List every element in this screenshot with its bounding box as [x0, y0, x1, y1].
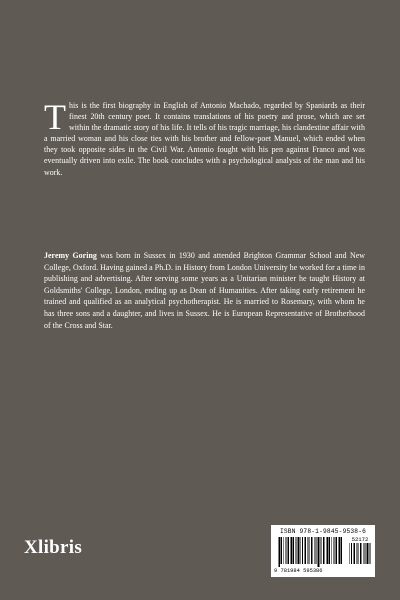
- barcode-bar: [307, 537, 308, 564]
- ean-barcode-bars: [278, 537, 344, 567]
- blurb-text: his is the first biography in English of Antonio Machado, regarded by Spaniards as their finest 20th century poet. It contains translations of his poetry and prose, which are set within the dramatic story of his life. It tells of his tragic marriage, his clandestine affair with a married woman and his close ties with his brother and fellow-poet Manuel, which ended when they took opposite sides in the Civil War. Antonio fought with his pen against Franco and was eventually driven into exile. The book concludes with a psychological analysis of the man and his work.: [44, 101, 365, 177]
- barcode-bar: [278, 537, 279, 567]
- barcode-bar: [369, 543, 370, 564]
- barcode-bar: [336, 537, 338, 564]
- barcode-bar: [293, 537, 295, 564]
- author-name: Jeremy Goring: [44, 251, 97, 260]
- barcode-bar: [288, 537, 290, 564]
- barcode-bar: [339, 537, 340, 564]
- barcode-bar: [365, 543, 366, 564]
- barcode-bar: [367, 543, 369, 564]
- barcode-bar: [363, 543, 364, 564]
- drop-cap: T: [44, 97, 67, 137]
- barcode-bar: [305, 537, 307, 564]
- barcode-bar: [323, 537, 325, 564]
- barcode-bar: [284, 537, 285, 564]
- author-bio-text: was born in Sussex in 1930 and attended Brighton Grammar School and New College, Oxford. Having gained a Ph.D. in History from London University he worked for a time in publishing and advertising. After serving some years as a Unitarian minister he taught History at Goldsmiths' College, London, ending up as Dean of Humanities. After taking early retirement he trained and qualified as an analytical psychotherapist. He is married to Rosemary, with whom he has three sons and a daughter, and lives in Sussex. He is European Representative of Brotherhood of the Cross and Star.: [44, 251, 365, 330]
- isbn-label: ISBN 978-1-9845-9538-6: [279, 528, 367, 535]
- barcode-bar: [332, 537, 333, 564]
- barcode-bar: [338, 537, 339, 564]
- barcode-bar: [358, 543, 359, 564]
- author-bio: [44, 250, 365, 331]
- barcode-bar: [314, 537, 315, 564]
- barcode-bar: [327, 537, 328, 564]
- barcode-bar: [320, 537, 321, 567]
- barcode-bar: [326, 537, 327, 564]
- barcode-bar: [297, 537, 298, 564]
- publisher-logo: Xlibris: [24, 537, 83, 558]
- barcode-bar: [334, 537, 335, 564]
- barcode-bar: [360, 543, 362, 564]
- barcode-bar: [349, 543, 350, 564]
- barcode-bar: [356, 543, 357, 564]
- barcode-bar: [351, 543, 352, 564]
- barcode-bar: [279, 537, 280, 567]
- barcode-bar: [291, 537, 292, 564]
- barcode-bar: [354, 543, 356, 564]
- barcode-bar: [309, 537, 310, 564]
- barcode-bar: [311, 537, 313, 564]
- barcode-bar: [300, 537, 301, 564]
- isbn-barcode: [271, 525, 375, 577]
- addon-barcode-bars: [349, 543, 371, 567]
- barcode-bar: [329, 537, 331, 564]
- barcode-bar: [286, 537, 287, 564]
- barcode-bar: [321, 537, 322, 564]
- barcode-bar: [370, 543, 371, 564]
- barcode-bar: [316, 537, 317, 564]
- book-blurb: [44, 97, 365, 178]
- ean-digits: 9 781984 595386: [274, 568, 323, 574]
- addon-digits: 52172: [351, 536, 369, 543]
- barcode-bar: [302, 537, 303, 564]
- barcode-bar: [318, 537, 320, 567]
- barcode-bar: [281, 537, 283, 564]
- barcode-bar: [341, 537, 343, 564]
- barcode-bar: [295, 537, 296, 564]
- barcode-bar: [298, 537, 300, 564]
- barcode-bar: [290, 537, 291, 564]
